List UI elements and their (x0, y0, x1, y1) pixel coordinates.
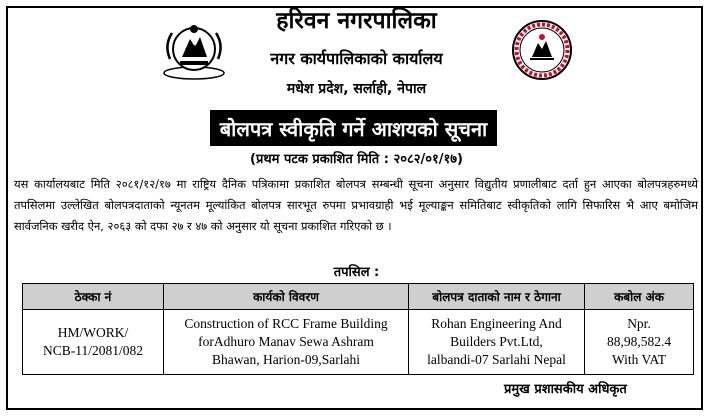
schedule-label: तपसिल : (333, 265, 380, 280)
amount-line: 88,98,582.4 (606, 334, 672, 349)
signatory: प्रमुख प्रशासकीय अधिकृत (504, 382, 627, 397)
amount-line: Npr. (627, 316, 651, 331)
notice-title: बोलपत्र स्वीकृति गर्ने आशयको सूचना (210, 110, 497, 146)
notice-body: यस कार्यालयबाट मिति २०८१/१२/१७ मा राष्ट्रिय दैनिक पत्रिकामा प्रकाशित बोलपत्र सम्बन्धी सूचना अनुसार विद्युतीय प्रणालीबाट दर्ता हुन आएका बोलपत्रहरुमध्ये तपसिलमा उल्लेखित बोलपत्रदाताको न्यूनतम मूल्यांकित बोलपत्र सारभूत रुपमा प्रभावग्राही भई मूल्याङ्कन समितिबाट स्वीकृतिको लागि सिफारिस भै आए बमोजिम सार्वजनिक खरीद ऐन, २०६३ को दफा २७ र ४७ को अनुसार यो सूचना प्रकाशित गरिएको छ । (14, 177, 698, 233)
table-row (23, 310, 694, 375)
office-address: मधेश प्रदेश, सर्लाही, नेपाल (286, 81, 427, 97)
work-line: forAdhuro Manav Sewa Ashram (198, 334, 374, 349)
bidder-line: lalbandi-07 Sarlahi Nepal (427, 352, 566, 367)
amount-line: With VAT (611, 352, 667, 367)
bid-table (22, 283, 694, 375)
header-contract-no: ठेक्का नं (23, 284, 164, 310)
bidder-line: Rohan Engineering And (431, 316, 562, 331)
header-bidder-name-address: बोलपत्र दाताको नाम र ठेगाना (409, 284, 585, 310)
header-quoted-amount: कबोल अंक (585, 284, 694, 310)
cell-bidder (409, 310, 585, 375)
table-header-row (23, 284, 694, 310)
header-work-description: कार्यको विवरण (164, 284, 409, 310)
bidder-line: Builders Pvt.Ltd, (450, 334, 543, 349)
cell-contract-no (23, 310, 164, 375)
cell-work-description (164, 310, 409, 375)
publication-date: (प्रथम पटक प्रकाशित मिति : २०८२/०१/१७) (250, 152, 463, 167)
work-line: Bhawan, Harion-09,Sarlahi (211, 352, 361, 367)
municipality-name: हरिवन नगरपालिका (276, 8, 437, 34)
office-name: नगर कार्यपालिकाको कार्यालय (270, 49, 443, 68)
contract-no-line: NCB-11/2081/082 (42, 343, 143, 358)
contract-no-line: HM/WORK/ (57, 325, 129, 340)
work-line: Construction of RCC Frame Building (184, 316, 388, 331)
cell-amount (585, 310, 694, 375)
